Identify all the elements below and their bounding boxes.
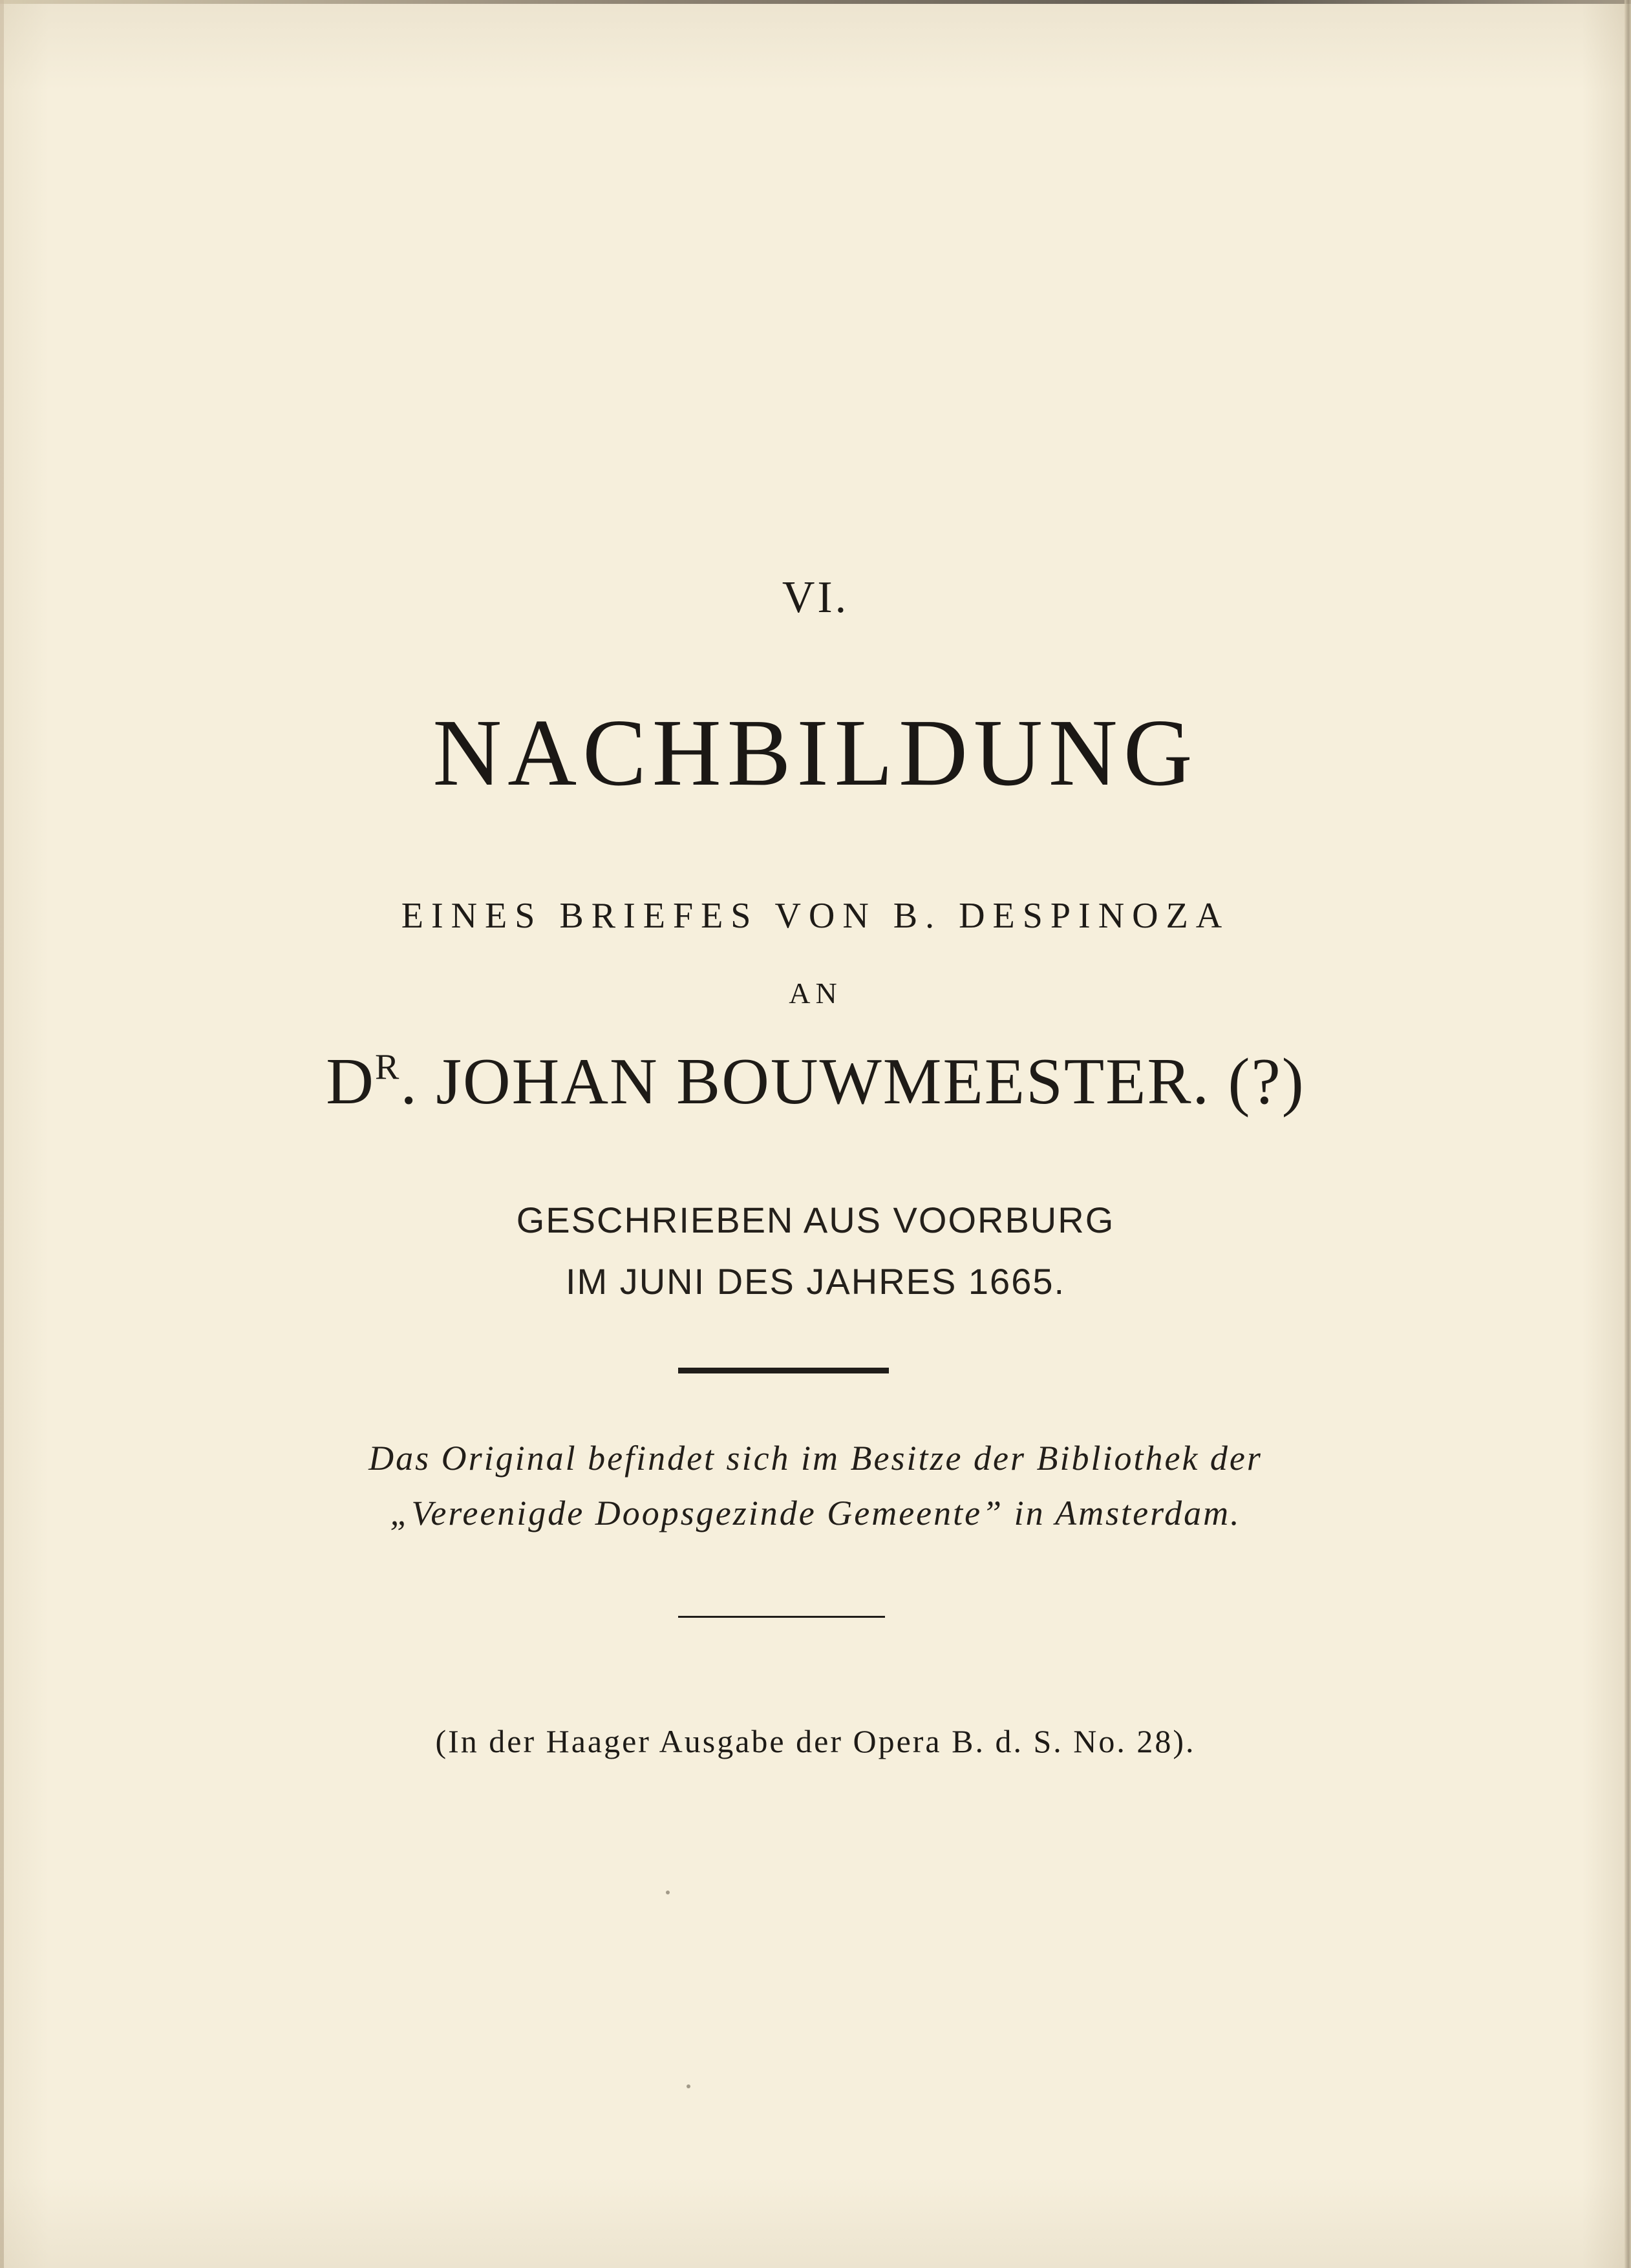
recipient-superscript: R [374,1047,401,1087]
written-date-line: IM JUNI DES JAHRES 1665. [565,1261,1066,1302]
page-left-edge [0,0,4,2268]
provenance-note-line2: „Vereenigde Doopsgezinde Gemeente” in Amsterdam. [390,1494,1241,1532]
provenance-note-line1: Das Original befindet sich im Besitze der Bibliothek der [368,1439,1263,1478]
recipient-line [0,1044,1631,1119]
page-top-edge [0,0,1631,4]
paper-speck [687,2084,690,2088]
recipient-prefix: D [326,1045,375,1118]
preposition-an: AN [789,977,842,1010]
page-title: NACHBILDUNG [432,700,1199,806]
edition-citation: (In der Haager Ausgabe der Opera B. d. S. No. 28). [435,1723,1196,1759]
written-from-line: GESCHRIEBEN AUS VOORBURG [516,1200,1115,1240]
thick-divider [678,1368,889,1373]
section-number: VI. [782,573,849,622]
subtitle: EINES BRIEFES VON B. DESPINOZA [401,896,1230,936]
recipient-name: . JOHAN BOUWMEESTER. (?) [400,1045,1305,1118]
page-right-edge [1625,0,1631,2268]
thin-divider [678,1616,885,1618]
paper-speck [666,1891,670,1894]
